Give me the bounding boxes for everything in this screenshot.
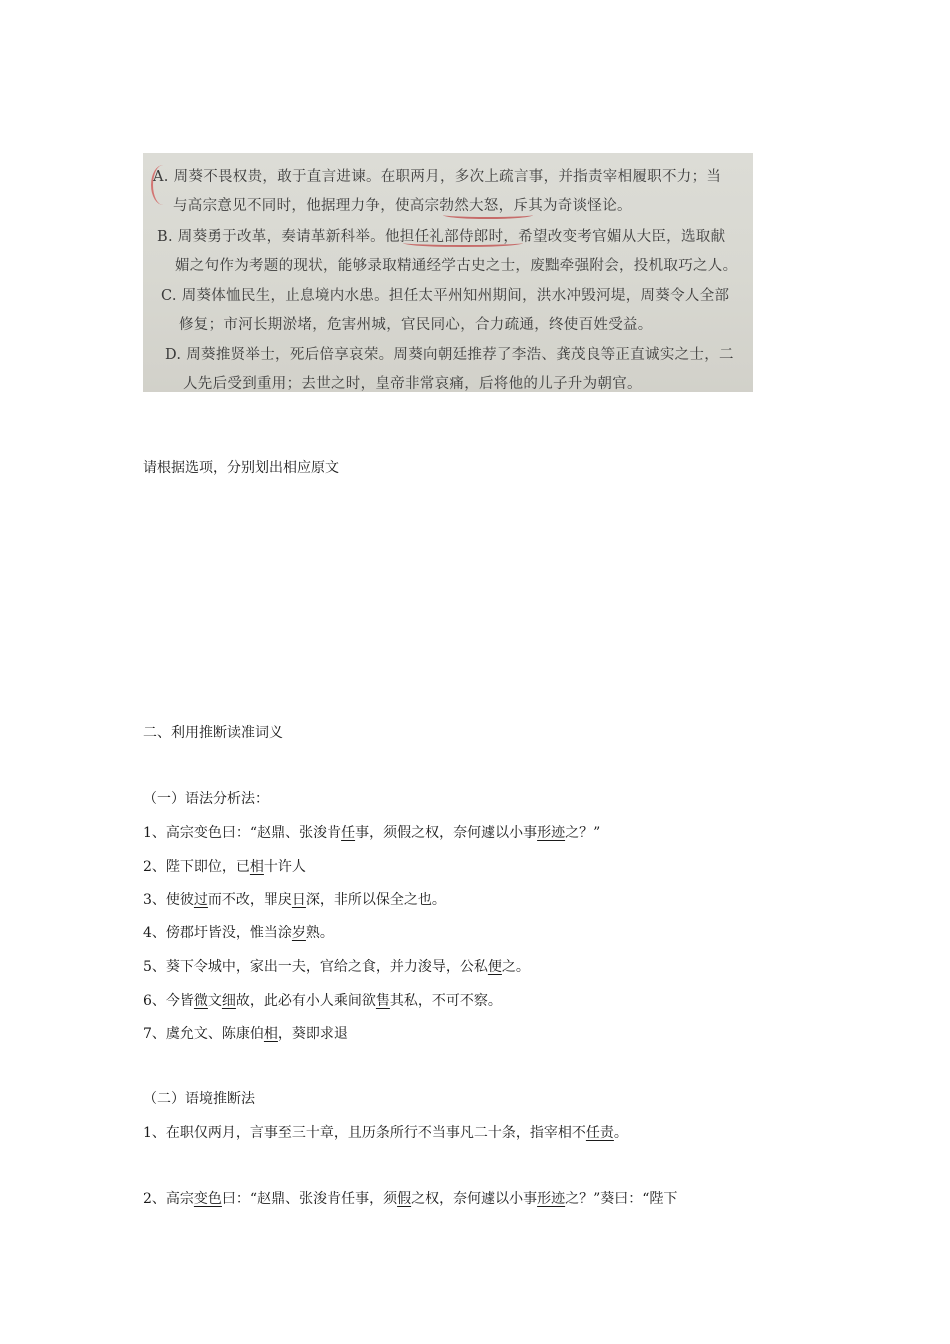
underlined-word: 形迹 bbox=[537, 1191, 566, 1207]
sentence-text: 5、葵下令城中，家出一夫，官给之食，并力浚导，公私 bbox=[143, 959, 488, 975]
underlined-word: 过 bbox=[193, 892, 208, 908]
sentence-text: 之？”葵曰：“陛下 bbox=[565, 1191, 678, 1207]
underlined-word: 日 bbox=[291, 892, 306, 908]
sentence-text: 之权，奈何遽以小事 bbox=[411, 1191, 538, 1207]
photo-line: D. 周葵推贤举士，死后倍享哀荣。周葵向朝廷推荐了李浩、龚茂良等正直诚实之士，二 bbox=[165, 347, 734, 363]
subsection-title: （二）语境推断法 bbox=[143, 1091, 255, 1107]
photo-line: 人先后受到重用；去世之时，皇帝非常哀痛，后将他的儿子升为朝官。 bbox=[183, 376, 642, 392]
subsection-title: （一）语法分析法： bbox=[143, 791, 269, 807]
underlined-word: 售 bbox=[375, 993, 390, 1009]
underlined-word: 相 bbox=[249, 859, 264, 875]
sentence-text: 十许人 bbox=[263, 859, 306, 875]
photo-line: 修复；市河长期淤堵，危害州城，官民同心，合力疏通，终使百姓受益。 bbox=[179, 317, 653, 333]
photo-line: B. 周葵勇于改革，奏请革新科举。他担任礼部侍郎时，希望改变考官媚从大臣，选取献 bbox=[157, 229, 726, 245]
sentence-text: 熟。 bbox=[305, 925, 334, 941]
example-sentence bbox=[143, 1023, 348, 1043]
example-sentence bbox=[143, 889, 446, 909]
underlined-word: 岁 bbox=[291, 925, 306, 941]
section-title: 二、利用推断读准词义 bbox=[143, 725, 283, 741]
sentence-text: 6、今皆 bbox=[143, 993, 194, 1009]
photo-line: C. 周葵体恤民生，止息境内水患。担任太平州知州期间，洪水冲毁河堤，周葵令人全部 bbox=[161, 288, 730, 304]
sentence-text: 曰：“赵鼎、张浚肯任事，须 bbox=[221, 1191, 398, 1207]
sentence-text: 之？” bbox=[565, 825, 601, 841]
example-sentence bbox=[143, 1188, 677, 1208]
underlined-word: 任责 bbox=[585, 1125, 614, 1141]
sentence-text: 1、高宗变色曰：“赵鼎、张浚肯 bbox=[143, 825, 342, 841]
underlined-word: 便 bbox=[487, 959, 502, 975]
sentence-text: ，葵即求退 bbox=[277, 1026, 348, 1042]
example-sentence bbox=[143, 922, 334, 942]
example-sentence bbox=[143, 822, 600, 842]
underlined-word: 变色 bbox=[193, 1191, 222, 1207]
underlined-word: 微 bbox=[193, 993, 208, 1009]
underlined-word: 任 bbox=[341, 825, 356, 841]
photo-line: 与高宗意见不同时，他据理力争，使高宗勃然大怒，斥其为奇谈怪论。 bbox=[173, 198, 632, 214]
question-photo bbox=[143, 153, 753, 392]
example-sentence bbox=[143, 956, 530, 976]
sentence-text: 。 bbox=[613, 1125, 628, 1141]
sentence-text: 而不改，罪戾 bbox=[207, 892, 292, 908]
sentence-text: 之。 bbox=[501, 959, 530, 975]
sentence-text: 3、使彼 bbox=[143, 892, 194, 908]
sentence-text: 故，此必有小人乘间欲 bbox=[235, 993, 376, 1009]
sentence-text: 7、虞允文、陈康伯 bbox=[143, 1026, 264, 1042]
instruction: 请根据选项，分别划出相应原文 bbox=[143, 460, 339, 476]
underlined-word: 细 bbox=[221, 993, 236, 1009]
example-sentence bbox=[143, 856, 306, 876]
underlined-word: 相 bbox=[263, 1026, 278, 1042]
photo-line: A. 周葵不畏权贵，敢于直言进谏。在职两月，多次上疏言事，并指责宰相履职不力；当 bbox=[153, 169, 722, 185]
sentence-text: 深，非所以保全之也。 bbox=[305, 892, 446, 908]
sentence-text: 其私，不可不察。 bbox=[389, 993, 502, 1009]
underlined-word: 假 bbox=[397, 1191, 412, 1207]
sentence-text: 事，须假之权，奈何遽以小事 bbox=[355, 825, 538, 841]
sentence-text: 1、在职仅两月，言事至三十章，且历条所行不当事凡二十条，指宰相不 bbox=[143, 1125, 586, 1141]
sentence-text: 4、傍郡圩皆没，惟当涂 bbox=[143, 925, 292, 941]
photo-line: 媚之句作为考题的现状，能够录取精通经学古史之士，废黜牵强附会，投机取巧之人。 bbox=[175, 258, 738, 274]
sentence-text: 文 bbox=[207, 993, 222, 1009]
sentence-text: 2、陛下即位，已 bbox=[143, 859, 250, 875]
underlined-word: 形迹 bbox=[537, 825, 566, 841]
sentence-text: 2、高宗 bbox=[143, 1191, 194, 1207]
example-sentence bbox=[143, 1122, 628, 1142]
example-sentence bbox=[143, 990, 502, 1010]
